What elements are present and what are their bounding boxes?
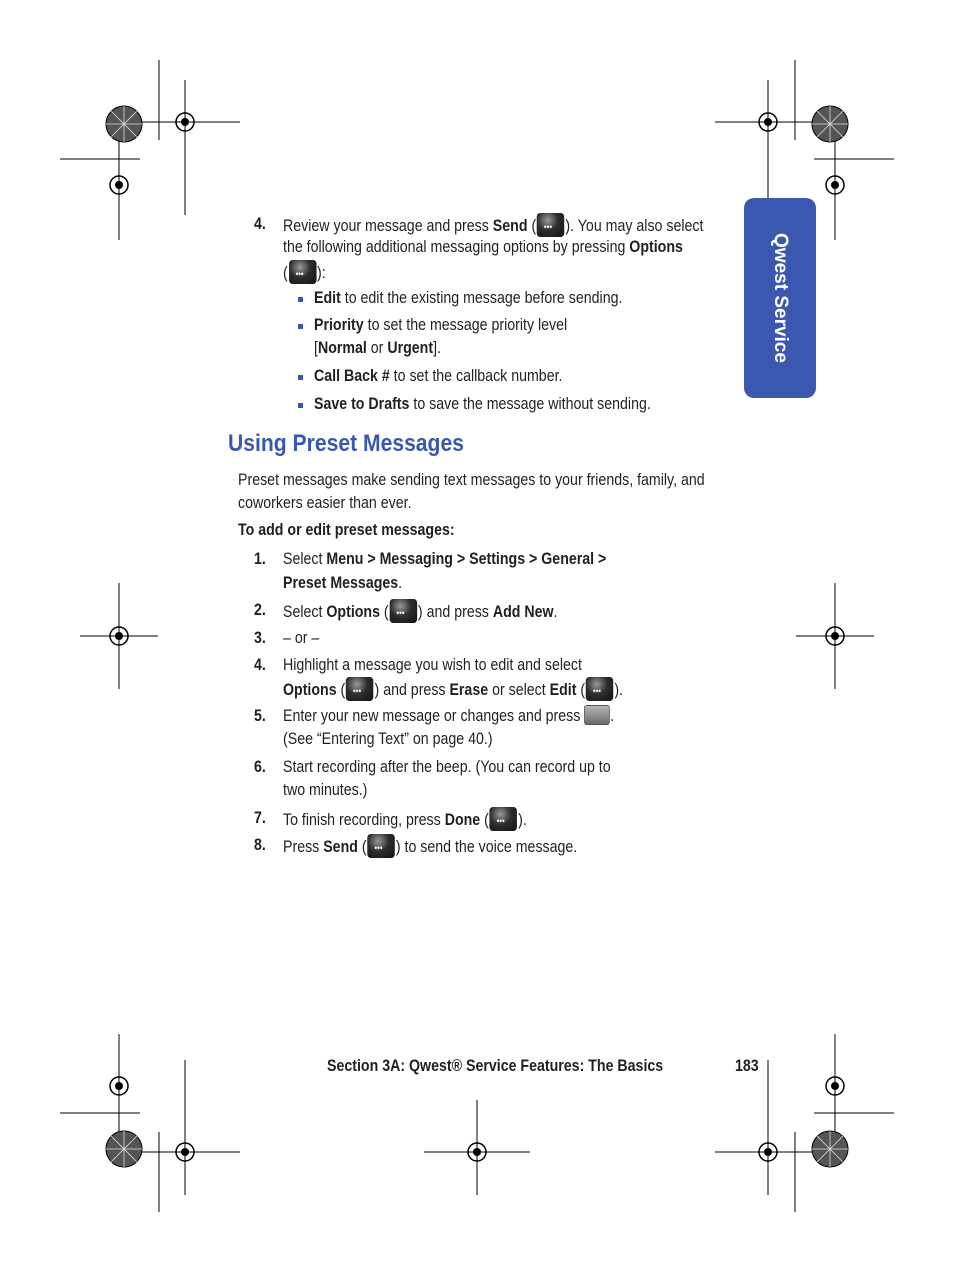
step8-line1: Press Send (••• ) to send the voice message. [283, 834, 577, 859]
starburst-icon [106, 106, 848, 1167]
step-number: 6. [254, 758, 266, 776]
softkey-icon [367, 834, 395, 858]
step2-line1: Select Options (••• ) and press Add New. [283, 599, 558, 624]
step6-line1: Start recording after the beep. (You can record up to [283, 758, 611, 776]
step-number: 7. [254, 809, 266, 827]
bullet-marker [298, 297, 303, 302]
bullet-marker [298, 403, 303, 408]
page-number: 183 [735, 1057, 759, 1075]
step-number: 1. [254, 550, 266, 568]
step-number: 5. [254, 707, 266, 725]
step-number: 4. [254, 215, 266, 233]
step-number: 8. [254, 836, 266, 854]
bullet-priority: Priority to set the message priority level [314, 316, 568, 334]
step7-line1: To finish recording, press Done (••• ). [283, 807, 527, 832]
step1-line1: Select Menu > Messaging > Settings > General > [283, 550, 607, 568]
softkey-icon [586, 677, 614, 701]
step-number: 2. [254, 601, 266, 619]
step4-line1b: Highlight a message you wish to edit and select [283, 656, 582, 674]
intro-line2: coworkers easier than ever. [238, 494, 412, 512]
step-number: 4. [254, 656, 266, 674]
softkey-icon [390, 599, 418, 623]
bullet-callback: Call Back # to set the callback number. [314, 367, 563, 385]
softkey-icon [289, 260, 317, 284]
softkey-icon [346, 677, 374, 701]
softkey-icon [537, 213, 565, 237]
bullet-drafts: Save to Drafts to save the message without sending. [314, 395, 651, 413]
step6-line2: two minutes.) [283, 781, 368, 799]
bullet-priority-line2: [Normal or Urgent]. [314, 339, 441, 357]
step-number: 3. [254, 629, 266, 647]
side-tab-label: Qwest Service [770, 233, 791, 363]
section-heading: Using Preset Messages [228, 430, 464, 457]
bullet-edit: Edit to edit the existing message before sending. [314, 289, 623, 307]
step4-line1: Review your message and press Send (••• ). You may also select [283, 213, 703, 238]
footer-section-title: Section 3A: Qwest® Service Features: The Basics [327, 1057, 664, 1075]
softkey-icon [490, 807, 518, 831]
step4-line2: the following additional messaging options by pressing Options [283, 238, 683, 256]
registration-mark-icon [110, 113, 844, 1161]
ok-key-icon [584, 705, 610, 725]
step4-line3: (••• ): [283, 260, 326, 285]
step4-line2b: Options (••• ) and press Erase or select Edit (••• ). [283, 677, 623, 702]
section-side-tab [744, 198, 816, 398]
subheading: To add or edit preset messages: [238, 521, 455, 539]
step5-line1: Enter your new message or changes and press . [283, 707, 615, 725]
step1-line2: Preset Messages. [283, 574, 403, 592]
bullet-marker [298, 324, 303, 329]
bullet-marker [298, 375, 303, 380]
step5-line2: (See “Entering Text” on page 40.) [283, 730, 493, 748]
intro-line1: Preset messages make sending text messages to your friends, family, and [238, 471, 705, 489]
step3-line1: – or – [283, 629, 320, 647]
